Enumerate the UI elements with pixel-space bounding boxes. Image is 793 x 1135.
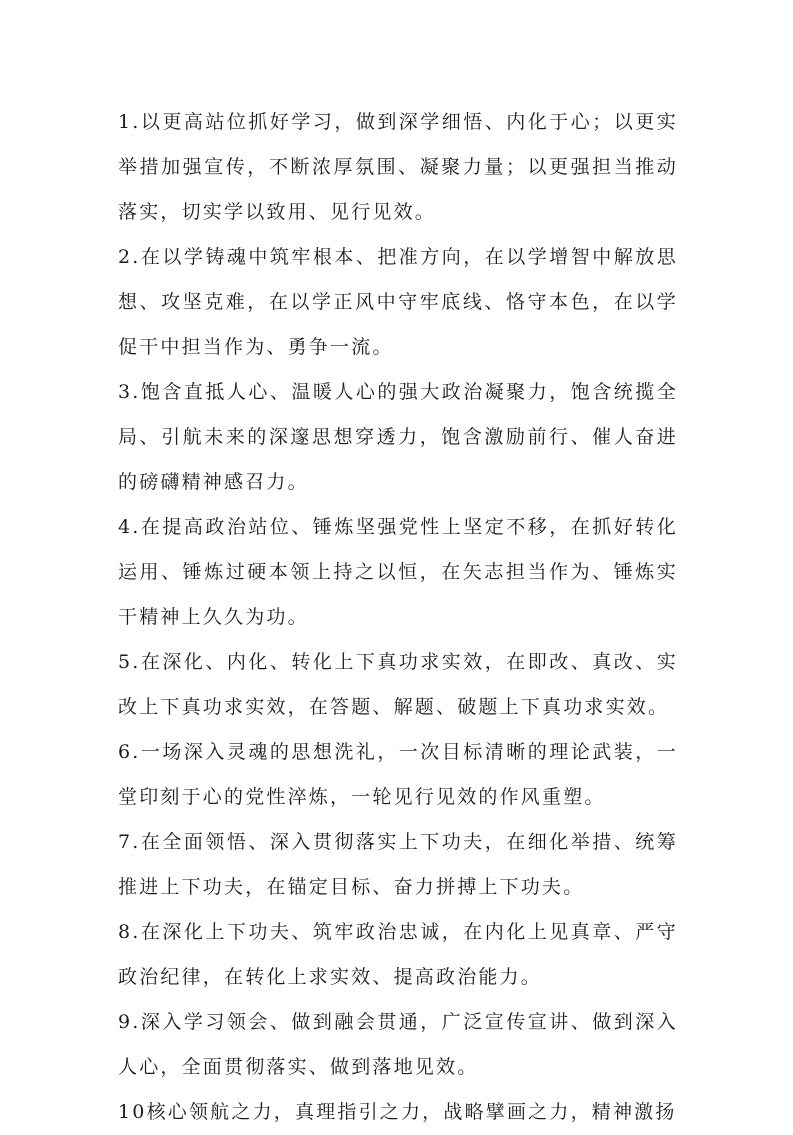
paragraph-9: 9.深入学习领会、做到融会贯通，广泛宣传宣讲、做到深入人心，全面贯彻落实、做到落地见效。 xyxy=(118,1011,678,1078)
paragraph-10: 10核心领航之力，真理指引之力，战略擘画之力，精神激扬 xyxy=(118,1101,677,1123)
paragraph-5: 5.在深化、内化、转化上下真功求实效，在即改、真改、实改上下真功求实效，在答题、解题、破题上下真功求实效。 xyxy=(118,651,678,718)
paragraph-6: 6.一场深入灵魂的思想洗礼，一次目标清晰的理论武装，一堂印刻于心的党性淬炼，一轮见行见效的作风重塑。 xyxy=(118,741,678,808)
paragraph-8: 8.在深化上下功夫、筑牢政治忠诚，在内化上见真章、严守政治纪律，在转化上求实效、提高政治能力。 xyxy=(118,921,678,988)
paragraph-1: 1.以更高站位抓好学习，做到深学细悟、内化于心；以更实举措加强宣传，不断浓厚氛围、凝聚力量；以更强担当推动落实，切实学以致用、见行见效。 xyxy=(118,111,678,223)
paragraph-7: 7.在全面领悟、深入贯彻落实上下功夫，在细化举措、统筹推进上下功夫，在锚定目标、奋力拼搏上下功夫。 xyxy=(118,831,678,898)
paragraph-3: 3.饱含直抵人心、温暖人心的强大政治凝聚力，饱含统揽全局、引航未来的深邃思想穿透力，饱含激励前行、催人奋进的磅礴精神感召力。 xyxy=(118,381,678,493)
document-body xyxy=(118,100,678,1135)
paragraph-4: 4.在提高政治站位、锤炼坚强党性上坚定不移，在抓好转化运用、锤炼过硬本领上持之以恒，在矢志担当作为、锤炼实干精神上久久为功。 xyxy=(118,516,678,628)
paragraph-2: 2.在以学铸魂中筑牢根本、把准方向，在以学增智中解放思想、攻坚克难，在以学正风中守牢底线、恪守本色，在以学促干中担当作为、勇争一流。 xyxy=(118,246,678,358)
